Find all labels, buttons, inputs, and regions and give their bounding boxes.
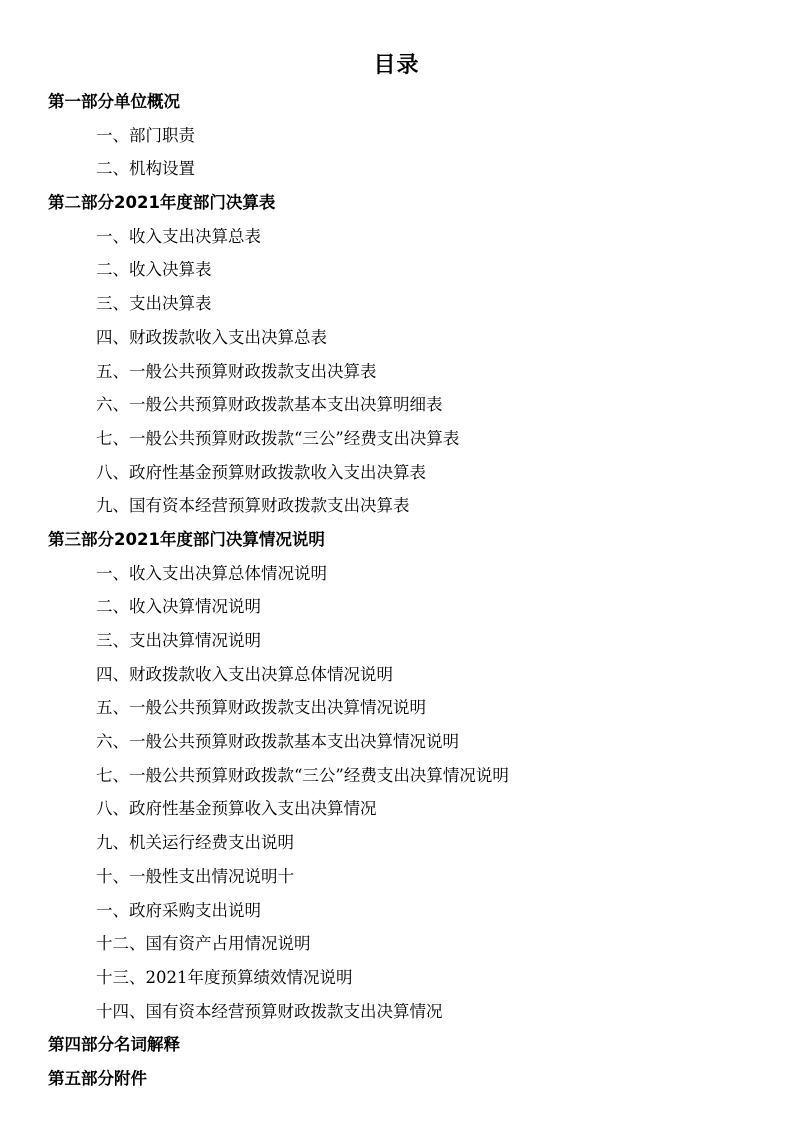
toc-item: 十、一般性支出情况说明十 [96, 866, 294, 886]
toc-item: 三、支出决算情况说明 [96, 631, 261, 650]
toc-item: 三、支出决算表 [96, 294, 212, 314]
toc-item: 八、政府性基金预算财政拨款收入支出决算表 [96, 462, 426, 482]
toc-item: 五、一般公共预算财政拨款支出决算表 [96, 361, 377, 381]
toc-item: 一、收入支出决算总表 [96, 226, 261, 246]
toc-item: 十四、国有资本经营预算财政拨款支出决算情况 [96, 1001, 443, 1021]
toc-item: 七、一般公共预算财政拨款“三公”经费支出决算表 [96, 428, 460, 448]
toc-item: 一、政府采购支出说明 [96, 900, 261, 920]
toc-item: 五、一般公共预算财政拨款支出决算情况说明 [96, 698, 426, 718]
toc-item: 一、收入支出决算总体情况说明 [96, 563, 327, 583]
toc-item: 九、国有资本经营预算财政拨款支出决算表 [96, 496, 410, 516]
toc-part-heading: 第三部分2021年度部门决算情况说明 [48, 529, 325, 549]
toc-item: 八、政府性基金预算收入支出决算情况 [96, 799, 377, 819]
table-of-contents [0, 85, 793, 1096]
toc-part-heading: 第一部分单位概况 [48, 92, 180, 111]
toc-item: 六、一般公共预算财政拨款基本支出决算明细表 [96, 395, 443, 415]
toc-part-heading: 第五部分附件 [48, 1068, 147, 1088]
toc-item: 七、一般公共预算财政拨款“三公”经费支出决算情况说明 [96, 765, 509, 785]
toc-item: 十二、国有资产占用情况说明 [96, 934, 311, 954]
toc-part-heading: 第二部分2021年度部门决算表 [48, 193, 276, 213]
toc-item: 一、部门职责 [96, 125, 195, 145]
toc-part-heading: 第四部分名词解释 [48, 1035, 180, 1055]
toc-item: 十三、2021年度预算绩效情况说明 [96, 967, 353, 987]
toc-item: 二、收入决算表 [96, 260, 212, 280]
toc-item: 九、机关运行经费支出说明 [96, 833, 294, 853]
toc-item: 二、收入决算情况说明 [96, 597, 261, 617]
toc-item: 六、一般公共预算财政拨款基本支出决算情况说明 [96, 732, 459, 752]
toc-item: 二、机构设置 [96, 159, 195, 179]
page-title: 目录 [373, 53, 420, 78]
toc-item: 四、财政拨款收入支出决算总体情况说明 [96, 664, 393, 684]
toc-item: 四、财政拨款收入支出决算总表 [96, 327, 327, 347]
